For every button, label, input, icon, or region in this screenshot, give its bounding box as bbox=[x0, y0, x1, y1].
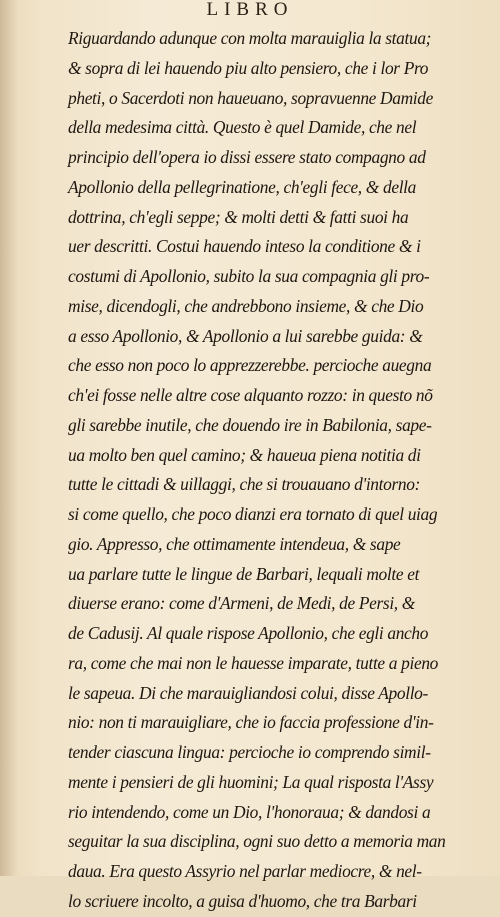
text-line: Apollonio della pellegrinatione, ch'egli fece, & della bbox=[68, 176, 417, 197]
text-line: principio dell'opera io dissi essere stato compagno ad bbox=[68, 147, 426, 167]
text-line: mente i pensieri de gli huomini; La qual risposta l'Assy bbox=[68, 771, 434, 792]
text-line: ch'ei fosse nelle altre cose alquanto rozzo: in questo nõ bbox=[68, 385, 433, 405]
text-line: lo scriuere incolto, a guisa d'huomo, che tra Barbari bbox=[68, 890, 417, 911]
text-line: si come quello, che poco dianzi era tornato di quel uiag bbox=[68, 504, 438, 524]
text-line: mise, dicendogli, che andrebbono insieme, & che Dio bbox=[68, 295, 424, 316]
text-line: uer descritti. Costui hauendo inteso la conditione & i bbox=[68, 236, 421, 257]
text-line: tender ciascuna lingua: percioche io comprendo simil- bbox=[68, 742, 431, 762]
text-line: seguitar la sua disciplina, ogni suo detto a memoria man bbox=[68, 831, 446, 852]
binding-shadow bbox=[0, 0, 18, 876]
text-line: dottrina, ch'egli seppe; & molti detti & fatti suoi ha bbox=[68, 206, 409, 227]
text-line: le sapeua. Di che marauigliandosi colui, disse Apollo- bbox=[68, 682, 428, 703]
text-line: a esso Apollonio, & Apollonio a lui sarebbe guida: & bbox=[68, 325, 423, 346]
page-text bbox=[68, 24, 494, 917]
text-line: della medesima città. Questo è quel Damide, che nel bbox=[68, 117, 417, 138]
text-line: gio. Appresso, che ottimamente intendeua, & sape bbox=[68, 533, 401, 554]
text-line: nio: non ti marauigliare, che io faccia professione d'in- bbox=[68, 712, 434, 733]
text-line: tutte le cittadi & uillaggi, che si trouauano d'intorno: bbox=[68, 474, 421, 495]
text-line: pheti, o Sacerdoti non haueuano, sopravuenne Damide bbox=[68, 87, 433, 108]
text-line: costumi di Apollonio, subito la sua compagnia gli pro- bbox=[68, 266, 430, 286]
text-line: gli sarebbe inutile, che douendo ire in Babilonia, sape- bbox=[68, 414, 432, 435]
text-line: & sopra di lei hauendo piu alto pensiero, che i lor Pro bbox=[68, 57, 429, 78]
text-line: che esso non poco lo apprezzerebbe. percioche auegna bbox=[68, 355, 432, 376]
text-line: diuerse erano: come d'Armeni, de Medi, de Persi, & bbox=[68, 593, 415, 614]
text-line: rio intendendo, come un Dio, l'honoraua; & dandosi a bbox=[68, 801, 431, 822]
running-title: LIBRO bbox=[206, 0, 294, 20]
text-line: ra, come che mai non le hauesse imparate, tutte a pieno bbox=[68, 652, 439, 673]
text-line: daua. Era questo Assyrio nel parlar mediocre, & nel- bbox=[68, 861, 422, 881]
text-line: Riguardando adunque con molta marauiglia la statua; bbox=[68, 28, 432, 48]
text-line: ua molto ben quel camino; & haueua piena notitia di bbox=[68, 444, 421, 465]
text-line: ua parlare tutte le lingue de Barbari, lequali molte et bbox=[68, 563, 420, 584]
text-line: de Cadusij. Al quale rispose Apollonio, che egli ancho bbox=[68, 623, 429, 643]
